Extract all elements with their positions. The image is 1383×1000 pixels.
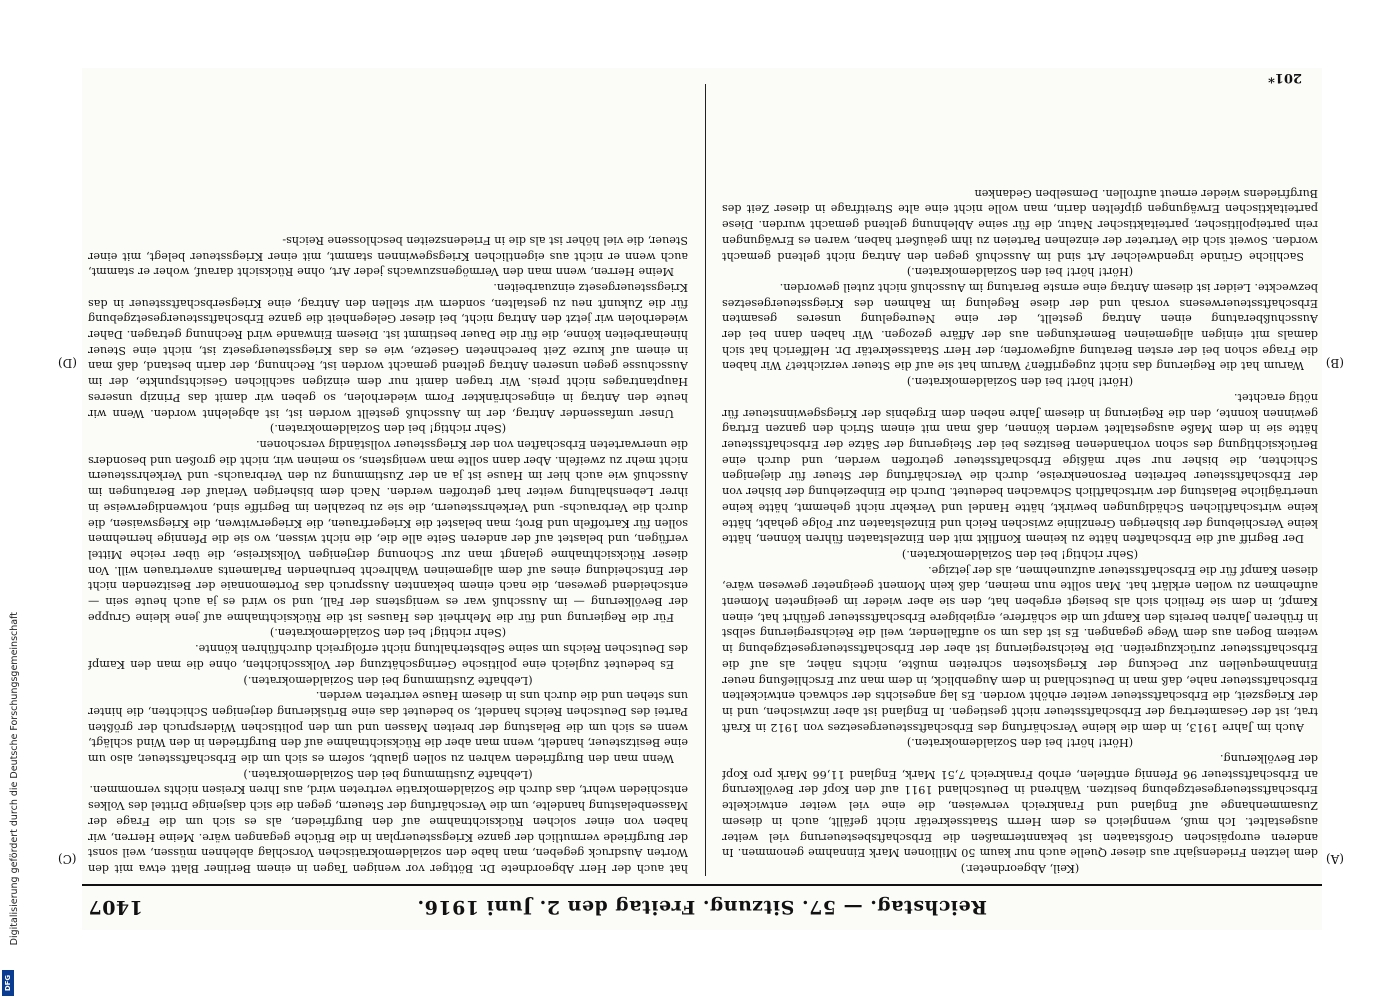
paragraph-right: hat auch der Herr Abgeordnete Dr. Böttger vor wenigen Tagen in einem Berliner Blatt etwa mit den Worten Ausdruck gegeben, man habe den sozialdemokratischen Vorschlag ablehnen müssen, weil sonst der Burgfriede vermutlich der ganze Kriegssteuerplan in die Brüche gegangen wäre. Meine Herren, wir haben von einer solchen Rücksichtnahme auf den Burgfrieden, als es sich um die Frage der Massenbelastung handelte, um die Verschärfung der Steuern, gegen die sich dasjenige Drittel des Volkes entschieden wehrt, das durch die Sozialdemokratie vertreten wird, aus Ihren Kreisen nichts vernommen. (88, 783, 688, 875)
paragraph-left: Warum hat die Regierung das nicht zugegriffen? Warum hat sie auf die Steuer verzichtet? Wir haben die Frage schon bei der ersten Beratung aufgeworfen; der Herr Staatssekretär Dr. Helfferich hat sich damals mit einigen allgemeinen Bemerkungen aus der Affäre gezogen. Wir haben dann bei der Ausschußberatung einen Antrag gestellt, der eine Neuregelung unseres gesamten Erbschaftssteuerwesens vorsah und der diese Regelung im Rahmen des Kriegssteuergesetzes bezweckte. Leider ist diesem Antrag eine ernste Beratung im Ausschuß nicht zuteil geworden. (722, 280, 1318, 373)
paragraph-left: Der Begriff auf die Erbschaften hätte zu keinem Konflikt mit den Einzelstaaten führen können, hätte keine Verschiebung der bisherigen Grenzlinie zwischen Reich und Einzelstaaten zur Folge gehabt, hätte keine wirtschaftlichen Schädigungen bewirkt, hätte Handel und Verkehr nicht gehemmt, hätte keine unerträgliche Belastung der wirtschaftlich Schwachen bedeutet. Durch die Einbeziehung der bisher von der Erbschaftssteuer befreiten Personenkreise, durch die Verschärfung der Steuer für diejenigen Schichten, die bisher nur sehr mäßige Erbschaftssteuer getroffen werden, und durch eine Berücksichtigung des schon vorhandenen Besitzes bei der Steigerung der Sätze der Erbschaftssteuer hätte sie in dem Maße ausgestaltet werden können, daß man mit einem Strich den ganzen Ertrag gewinnen konnte, den die Regierung in diesem Jahre neben dem Ergebnis der Kriegsgewinnsteuer für nötig erachtet. (722, 390, 1318, 546)
header-rule (82, 884, 1322, 886)
margin-mark-a: (A) (1325, 852, 1344, 866)
paragraph-left: Auch im Jahre 1913, in dem die kleine Verschärfung des Erbschaftssteuergesetzes von 1912 in Kraft trat, ist der Gesamtertrag der Erbschaftssteuer nicht gestiegen. In England ist aber inzwischen, und in der Kriegszeit, die Erbschaftssteuer weiter erhöht worden. Es lag angesichts der schwach entwickelten Erbschaftssteuer nahe, daß man in Deutschland in dem Augenblick, in dem man zur Erschließung neuer Einnahmequellen zur Deckung der Kriegskosten schreiten mußte, nichts näher, als auf die Erbschaftssteuer zurückzugreifen. Die Reichsregierung ist aber der Erbschaftssteuergesetzgebung in weitem Bogen aus dem Wege gegangen. Es ist das um so auffallender, weil die Reichsregierung selbst in früheren Jahren bereits den Kampf um die schärfere, ergiebigere Erbschaftssteuer geführt hat, einen Kampf, in dem sie freilich sich als besiegt ergeben hat, den sie aber wieder im geeigneten Moment aufnehmen zu wollen erklärt hat. Man sollte nun meinen, daß kein Moment geeigneter gewesen wäre, diesen Kampf für die Erbschaftssteuer aufzunehmen, als der jetzige. (722, 563, 1318, 734)
interjection-left: (Hört! hört! bei den Sozialdemokraten.) (906, 265, 1134, 279)
paragraph-right: Unser umfassender Antrag, der im Ausschuß gestellt worden ist, ist abgelehnt worden. Wenn wir heute den Antrag in eingeschränkter Form wiederholen, so geben wir damit das Prinzip unseres Hauptantrages nicht preis. Wir tragen damit nur dem einzigen sachlichen Gesichtspunkte, der im Ausschusse gegen unseren Antrag geltend gemacht worden ist, Rechnung, der darin bestand, daß man in einem auf kurze Zeit berechneten Gesetze, wie es das Kriegssteuergesetz ist, nicht eine Steuer hineinarbeiten könne, die für die Dauer bestimmt ist. Diesem Einwande wird Rechnung getragen. Daher wiederholen wir jetzt den Antrag nicht, bei dieser Gelegenheit die ganze Erbschaftssteuergesetzgebung für die Zukunft neu zu gestalten, sondern wir stellen den Antrag, eine Kriegserbschaftssteuer in das Kriegssteuergesetz einzuarbeiten. (88, 280, 688, 420)
margin-mark-b: (B) (1325, 356, 1344, 370)
text-column-left (722, 84, 1318, 876)
paragraph-right: Es bedeutet zugleich eine politische Geringschätzung der Volksschichten, ohne die man den Kampf des Deutschen Reichs um seine Selbsterhaltung nicht erfolgreich durchführen könnte. (88, 642, 688, 671)
newspaper-sheet (58, 68, 1344, 930)
paragraph-right: Meine Herren, wenn man den Vermögenszuwachs jeder Art, ohne Rücksicht darauf, woher er stammt, auch wenn er nicht aus eigentlichen Kriegsgewinnen stammt, mit einer Kriegssteuer belegt, mit einer Steuer, die viel höher ist als die in Friedenszeiten beschlossene Reichs- (88, 233, 688, 279)
interjection-left: (Hört! hört! bei den Sozialdemokraten.) (906, 375, 1134, 389)
column-divider (705, 84, 706, 876)
digitization-credit-text: Digitalisierung gefördert durch die Deutsche Forschungsgemeinschaft (9, 612, 20, 946)
rotated-page-content (58, 68, 1344, 930)
interjection-right: (Lebhafte Zustimmung bei den Sozialdemokraten.) (243, 767, 533, 781)
margin-mark-c: (C) (58, 852, 77, 866)
interjection-right: (Sehr richtig! bei den Sozialdemokraten.) (269, 422, 507, 436)
footer-number: 201* (1268, 70, 1302, 85)
paragraph-right: Wenn man den Burgfrieden wahren zu sollen glaubt, sofern es sich um die Erbschaftssteuer, also um eine Besitzsteuer, handelt, wenn man aber die Rücksichtnahme auf den Burgfrieden in den Wind schlägt, wenn es sich um die Belastung der breiten Massen und um den politischen Widerspruch der größten Partei des Deutschen Reichs handelt, so bedeutet das eine Brüskierung derjenigen Schichten, die hinter uns stehen und die durch uns in diesem Hause vertreten werden. (88, 689, 688, 766)
interjection-right: (Sehr richtig! bei den Sozialdemokraten.) (269, 626, 507, 640)
interjection-left: (Sehr richtig! bei den Sozialdemokraten.) (901, 547, 1139, 561)
interjection-left: (Keil, Abgeordneter.) (960, 862, 1080, 875)
dfg-logo-label: DFG (4, 974, 12, 992)
paragraph-left: dem letzten Friedensjahr aus dieser Quelle auch nur kaum 50 Millionen Mark Einnahme genommen. In anderen europäischen Großstaaten ist bekanntermaßen die Erbschaftsbesteuerung viel weiter ausgestaltet. Ich muß, wenngleich es dem Herrn Staatssekretär nicht gefällt, auch in diesem Zusammenhange auf England und Frankreich verweisen, die eine viel weiter entwickelte Erbschaftssteuergesetzgebung besitzen. Während in Deutschland 1911 auf den Kopf der Bevölkerung an Erbschaftssteuer 96 Pfennig entfielen, erhob Frankreich 7,51 Mark, England 11,66 Mark pro Kopf der Bevölkerung. (722, 752, 1318, 860)
interjection-left: (Hört! hört! bei den Sozialdemokraten.) (906, 736, 1134, 750)
header-title: Reichstag. — 57. Sitzung. Freitag den 2. Juni 1916. (417, 896, 987, 918)
dfg-logo-icon (2, 970, 14, 996)
interjection-right: (Lebhafte Zustimmung bei den Sozialdemokraten.) (243, 673, 533, 687)
paragraph-left: Sachliche Gründe irgendwelcher Art sind im Ausschuß gegen den Antrag nicht geltend gemacht worden. Soweit sich die Vertreter der einzelnen Parteien zu ihm geäußert haben, waren es Erwägungen rein parteipolitischer, parteitaktischer Natur, die für seine Ablehnung geltend gemacht wurden. Diese parteitaktischen Erwägungen gipfelten darin, man wolle nicht eine alte Streitfrage in dieser Zeit des Burgfriedens wieder erneut aufrollen. Demselben Gedanken (722, 186, 1318, 263)
digitization-credit-strip (2, 0, 20, 1000)
text-column-right (88, 84, 688, 876)
header-page-number: 1407 (88, 896, 143, 918)
page-header (82, 888, 1322, 924)
paragraph-right: Für die Regierung und für die Mehrheit des Hauses ist die Rücksichtnahme auf jene kleine Gruppe der Bevölkerung — im Ausschuß war es wenigstens der Fall, und so wird es ja auch heute sein — entscheidend gewesen, die nach einem bekannten Ausspruch das Portemonnaie der Besitzenden nicht der Entscheidung eines auf dem allgemeinen Wahlrecht beruhenden Parlaments anvertrauen will. Von dieser Rücksichtnahme gelangt man zur Schonung derjenigen Volkskreise, die über reiche Mittel verfügen, und belastet auf der anderen Seite alle die, die nicht wissen, wo sie die Pfennige hernehmen sollen für Kartoffeln und Brot; man belastet die Kriegerfrauen, die Kriegerwitwen, die Kriegswaisen, die durch die Verbrauchs- und Verkehrssteuern, die sie zu bezahlen im Begriffe sind, notwendigerweise in ihrer Lebenshaltung weiter hart getroffen werden. Nach dem bisherigen Verlauf der Beratungen im Ausschuß wie auch hier im Hause ist ja an der Zustimmung zu den Verbrauchs- und Verkehrssteuern nicht mehr zu zweifeln. Aber dann sollte man wenigstens, so meinen wir, nicht die großen und besonders die unerwarteten Erbschaften von der Kriegssteuer vollständig verschonen. (88, 438, 688, 624)
margin-mark-d: (D) (58, 356, 77, 370)
